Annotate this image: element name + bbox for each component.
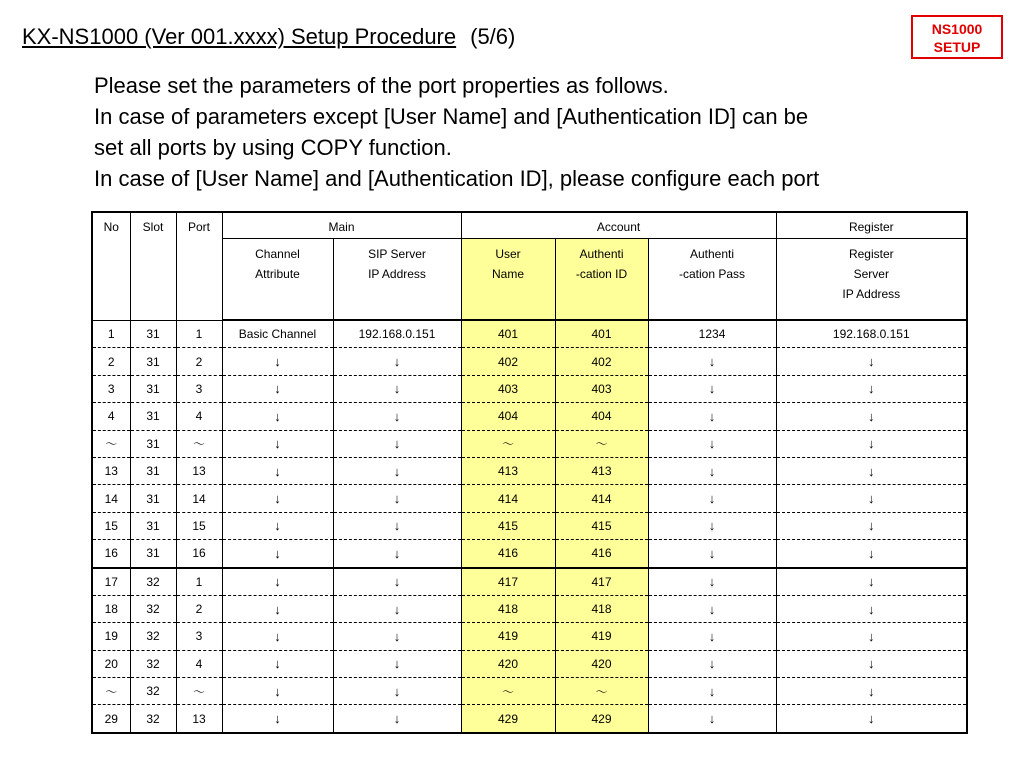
cell-authentication-id: 413	[555, 457, 648, 484]
cell-authentication-pass: ↓	[648, 403, 776, 430]
cell-sip-server: ↓	[333, 650, 461, 677]
cell-register-server: ↓	[776, 568, 967, 596]
table-row	[92, 705, 967, 733]
cell-sip-server: ↓	[333, 595, 461, 622]
cell-user-name: 417	[461, 568, 555, 596]
cell-slot: 31	[130, 430, 176, 457]
cell-port: 2	[176, 595, 222, 622]
header-channel-attribute: Channel Attribute	[222, 239, 333, 321]
cell-authentication-pass: ↓	[648, 705, 776, 733]
cell-slot: 31	[130, 457, 176, 484]
cell-user-name: 402	[461, 348, 555, 375]
cell-channel-attribute: ↓	[222, 540, 333, 568]
cell-register-server: 192.168.0.151	[776, 320, 967, 348]
cell-sip-server: ↓	[333, 568, 461, 596]
cell-port: 2	[176, 348, 222, 375]
table-row	[92, 568, 967, 596]
cell-user-name: 429	[461, 705, 555, 733]
cell-no: ～	[92, 678, 130, 705]
cell-authentication-pass: ↓	[648, 485, 776, 512]
cell-port: 4	[176, 650, 222, 677]
cell-no: 14	[92, 485, 130, 512]
cell-register-server: ↓	[776, 430, 967, 457]
cell-channel-attribute: ↓	[222, 375, 333, 402]
cell-channel-attribute: ↓	[222, 403, 333, 430]
cell-authentication-id: ～	[555, 430, 648, 457]
cell-no: 17	[92, 568, 130, 596]
cell-authentication-id: 417	[555, 568, 648, 596]
table-row	[92, 430, 967, 457]
cell-slot: 32	[130, 705, 176, 733]
header-sip-server: SIP Server IP Address	[333, 239, 461, 321]
page-title	[22, 24, 515, 50]
table-row	[92, 623, 967, 650]
cell-no: 16	[92, 540, 130, 568]
cell-user-name: 413	[461, 457, 555, 484]
cell-authentication-id: 416	[555, 540, 648, 568]
cell-channel-attribute: ↓	[222, 485, 333, 512]
header-group-register: Register	[776, 212, 967, 239]
cell-register-server: ↓	[776, 540, 967, 568]
cell-channel-attribute: ↓	[222, 512, 333, 539]
cell-channel-attribute: ↓	[222, 595, 333, 622]
setup-badge	[911, 15, 1003, 59]
cell-authentication-id: 402	[555, 348, 648, 375]
cell-sip-server: ↓	[333, 457, 461, 484]
cell-authentication-id: 418	[555, 595, 648, 622]
cell-register-server: ↓	[776, 650, 967, 677]
cell-sip-server: ↓	[333, 705, 461, 733]
cell-no: 19	[92, 623, 130, 650]
cell-authentication-pass: ↓	[648, 430, 776, 457]
cell-port: 13	[176, 457, 222, 484]
cell-port: 3	[176, 623, 222, 650]
cell-port: 14	[176, 485, 222, 512]
cell-channel-attribute: ↓	[222, 705, 333, 733]
cell-channel-attribute: ↓	[222, 568, 333, 596]
cell-authentication-pass: ↓	[648, 595, 776, 622]
cell-authentication-pass: ↓	[648, 457, 776, 484]
cell-register-server: ↓	[776, 678, 967, 705]
cell-slot: 31	[130, 348, 176, 375]
cell-slot: 31	[130, 512, 176, 539]
badge-line-1: NS1000	[931, 21, 983, 37]
cell-no: 1	[92, 320, 130, 348]
page-number: (5/6)	[470, 24, 516, 49]
cell-authentication-pass: 1234	[648, 320, 776, 348]
cell-register-server: ↓	[776, 403, 967, 430]
cell-no: 13	[92, 457, 130, 484]
table-row	[92, 512, 967, 539]
cell-user-name: 415	[461, 512, 555, 539]
cell-user-name: 404	[461, 403, 555, 430]
cell-sip-server: ↓	[333, 512, 461, 539]
cell-register-server: ↓	[776, 375, 967, 402]
cell-authentication-id: ～	[555, 678, 648, 705]
table-row	[92, 348, 967, 375]
cell-sip-server: ↓	[333, 403, 461, 430]
title-text: KX-NS1000 (Ver 001.xxxx) Setup Procedure	[22, 24, 457, 49]
cell-user-name: 420	[461, 650, 555, 677]
cell-slot: 32	[130, 623, 176, 650]
cell-user-name: ～	[461, 430, 555, 457]
cell-authentication-id: 401	[555, 320, 648, 348]
table-row	[92, 540, 967, 568]
cell-channel-attribute: ↓	[222, 650, 333, 677]
cell-no: 18	[92, 595, 130, 622]
intro-line: Please set the parameters of the port properties as follows.	[94, 73, 669, 98]
cell-sip-server: ↓	[333, 485, 461, 512]
cell-channel-attribute: ↓	[222, 678, 333, 705]
table-row	[92, 375, 967, 402]
cell-port: 4	[176, 403, 222, 430]
intro-line: In case of [User Name] and [Authentication ID], please configure each port	[94, 166, 820, 191]
header-user-name: User Name	[461, 239, 555, 321]
header-authentication-id: Authenti -cation ID	[555, 239, 648, 321]
cell-user-name: 401	[461, 320, 555, 348]
intro-line: set all ports by using COPY function.	[94, 135, 452, 160]
header-slot: Slot	[130, 212, 176, 320]
cell-authentication-id: 403	[555, 375, 648, 402]
cell-slot: 31	[130, 485, 176, 512]
cell-authentication-id: 415	[555, 512, 648, 539]
table-row	[92, 457, 967, 484]
cell-user-name: 419	[461, 623, 555, 650]
cell-authentication-id: 420	[555, 650, 648, 677]
header-group-account: Account	[461, 212, 776, 239]
cell-sip-server: ↓	[333, 348, 461, 375]
cell-slot: 32	[130, 678, 176, 705]
cell-authentication-pass: ↓	[648, 348, 776, 375]
cell-sip-server: ↓	[333, 678, 461, 705]
cell-authentication-pass: ↓	[648, 650, 776, 677]
cell-sip-server: ↓	[333, 540, 461, 568]
cell-authentication-pass: ↓	[648, 375, 776, 402]
cell-authentication-pass: ↓	[648, 512, 776, 539]
cell-sip-server: ↓	[333, 430, 461, 457]
intro-text	[94, 70, 994, 194]
cell-no: ～	[92, 430, 130, 457]
badge-line-2: SETUP	[933, 39, 981, 55]
cell-channel-attribute: ↓	[222, 623, 333, 650]
cell-authentication-id: 414	[555, 485, 648, 512]
cell-register-server: ↓	[776, 623, 967, 650]
intro-line: In case of parameters except [User Name] and [Authentication ID] can be	[94, 104, 809, 129]
table-row	[92, 485, 967, 512]
cell-authentication-id: 404	[555, 403, 648, 430]
header-port: Port	[176, 212, 222, 320]
cell-port: 1	[176, 320, 222, 348]
cell-authentication-pass: ↓	[648, 678, 776, 705]
cell-no: 2	[92, 348, 130, 375]
cell-authentication-pass: ↓	[648, 540, 776, 568]
cell-channel-attribute: ↓	[222, 457, 333, 484]
cell-authentication-pass: ↓	[648, 623, 776, 650]
header-group-main: Main	[222, 212, 461, 239]
cell-port: 1	[176, 568, 222, 596]
cell-user-name: 416	[461, 540, 555, 568]
cell-register-server: ↓	[776, 705, 967, 733]
cell-register-server: ↓	[776, 457, 967, 484]
cell-user-name: 414	[461, 485, 555, 512]
cell-authentication-id: 419	[555, 623, 648, 650]
table-row	[92, 403, 967, 430]
cell-port: 16	[176, 540, 222, 568]
cell-channel-attribute: ↓	[222, 348, 333, 375]
cell-port: 15	[176, 512, 222, 539]
cell-channel-attribute: Basic Channel	[222, 320, 333, 348]
cell-port: ～	[176, 678, 222, 705]
cell-no: 20	[92, 650, 130, 677]
cell-slot: 31	[130, 540, 176, 568]
table-row	[92, 595, 967, 622]
cell-user-name: 418	[461, 595, 555, 622]
cell-register-server: ↓	[776, 595, 967, 622]
cell-sip-server: ↓	[333, 623, 461, 650]
cell-no: 29	[92, 705, 130, 733]
cell-user-name: ～	[461, 678, 555, 705]
cell-register-server: ↓	[776, 485, 967, 512]
port-properties-table	[91, 211, 968, 734]
cell-channel-attribute: ↓	[222, 430, 333, 457]
header-authentication-pass: Authenti -cation Pass	[648, 239, 776, 321]
table-row	[92, 320, 967, 348]
cell-slot: 32	[130, 650, 176, 677]
cell-port: 3	[176, 375, 222, 402]
cell-slot: 31	[130, 403, 176, 430]
cell-slot: 32	[130, 595, 176, 622]
cell-slot: 32	[130, 568, 176, 596]
cell-register-server: ↓	[776, 348, 967, 375]
table-row	[92, 678, 967, 705]
cell-port: ～	[176, 430, 222, 457]
cell-slot: 31	[130, 375, 176, 402]
table-row	[92, 650, 967, 677]
cell-no: 4	[92, 403, 130, 430]
cell-port: 13	[176, 705, 222, 733]
cell-sip-server: 192.168.0.151	[333, 320, 461, 348]
header-no: No	[92, 212, 130, 320]
cell-sip-server: ↓	[333, 375, 461, 402]
cell-authentication-id: 429	[555, 705, 648, 733]
cell-user-name: 403	[461, 375, 555, 402]
cell-no: 15	[92, 512, 130, 539]
header-register-server: Register Server IP Address	[776, 239, 967, 321]
cell-register-server: ↓	[776, 512, 967, 539]
cell-slot: 31	[130, 320, 176, 348]
cell-authentication-pass: ↓	[648, 568, 776, 596]
cell-no: 3	[92, 375, 130, 402]
